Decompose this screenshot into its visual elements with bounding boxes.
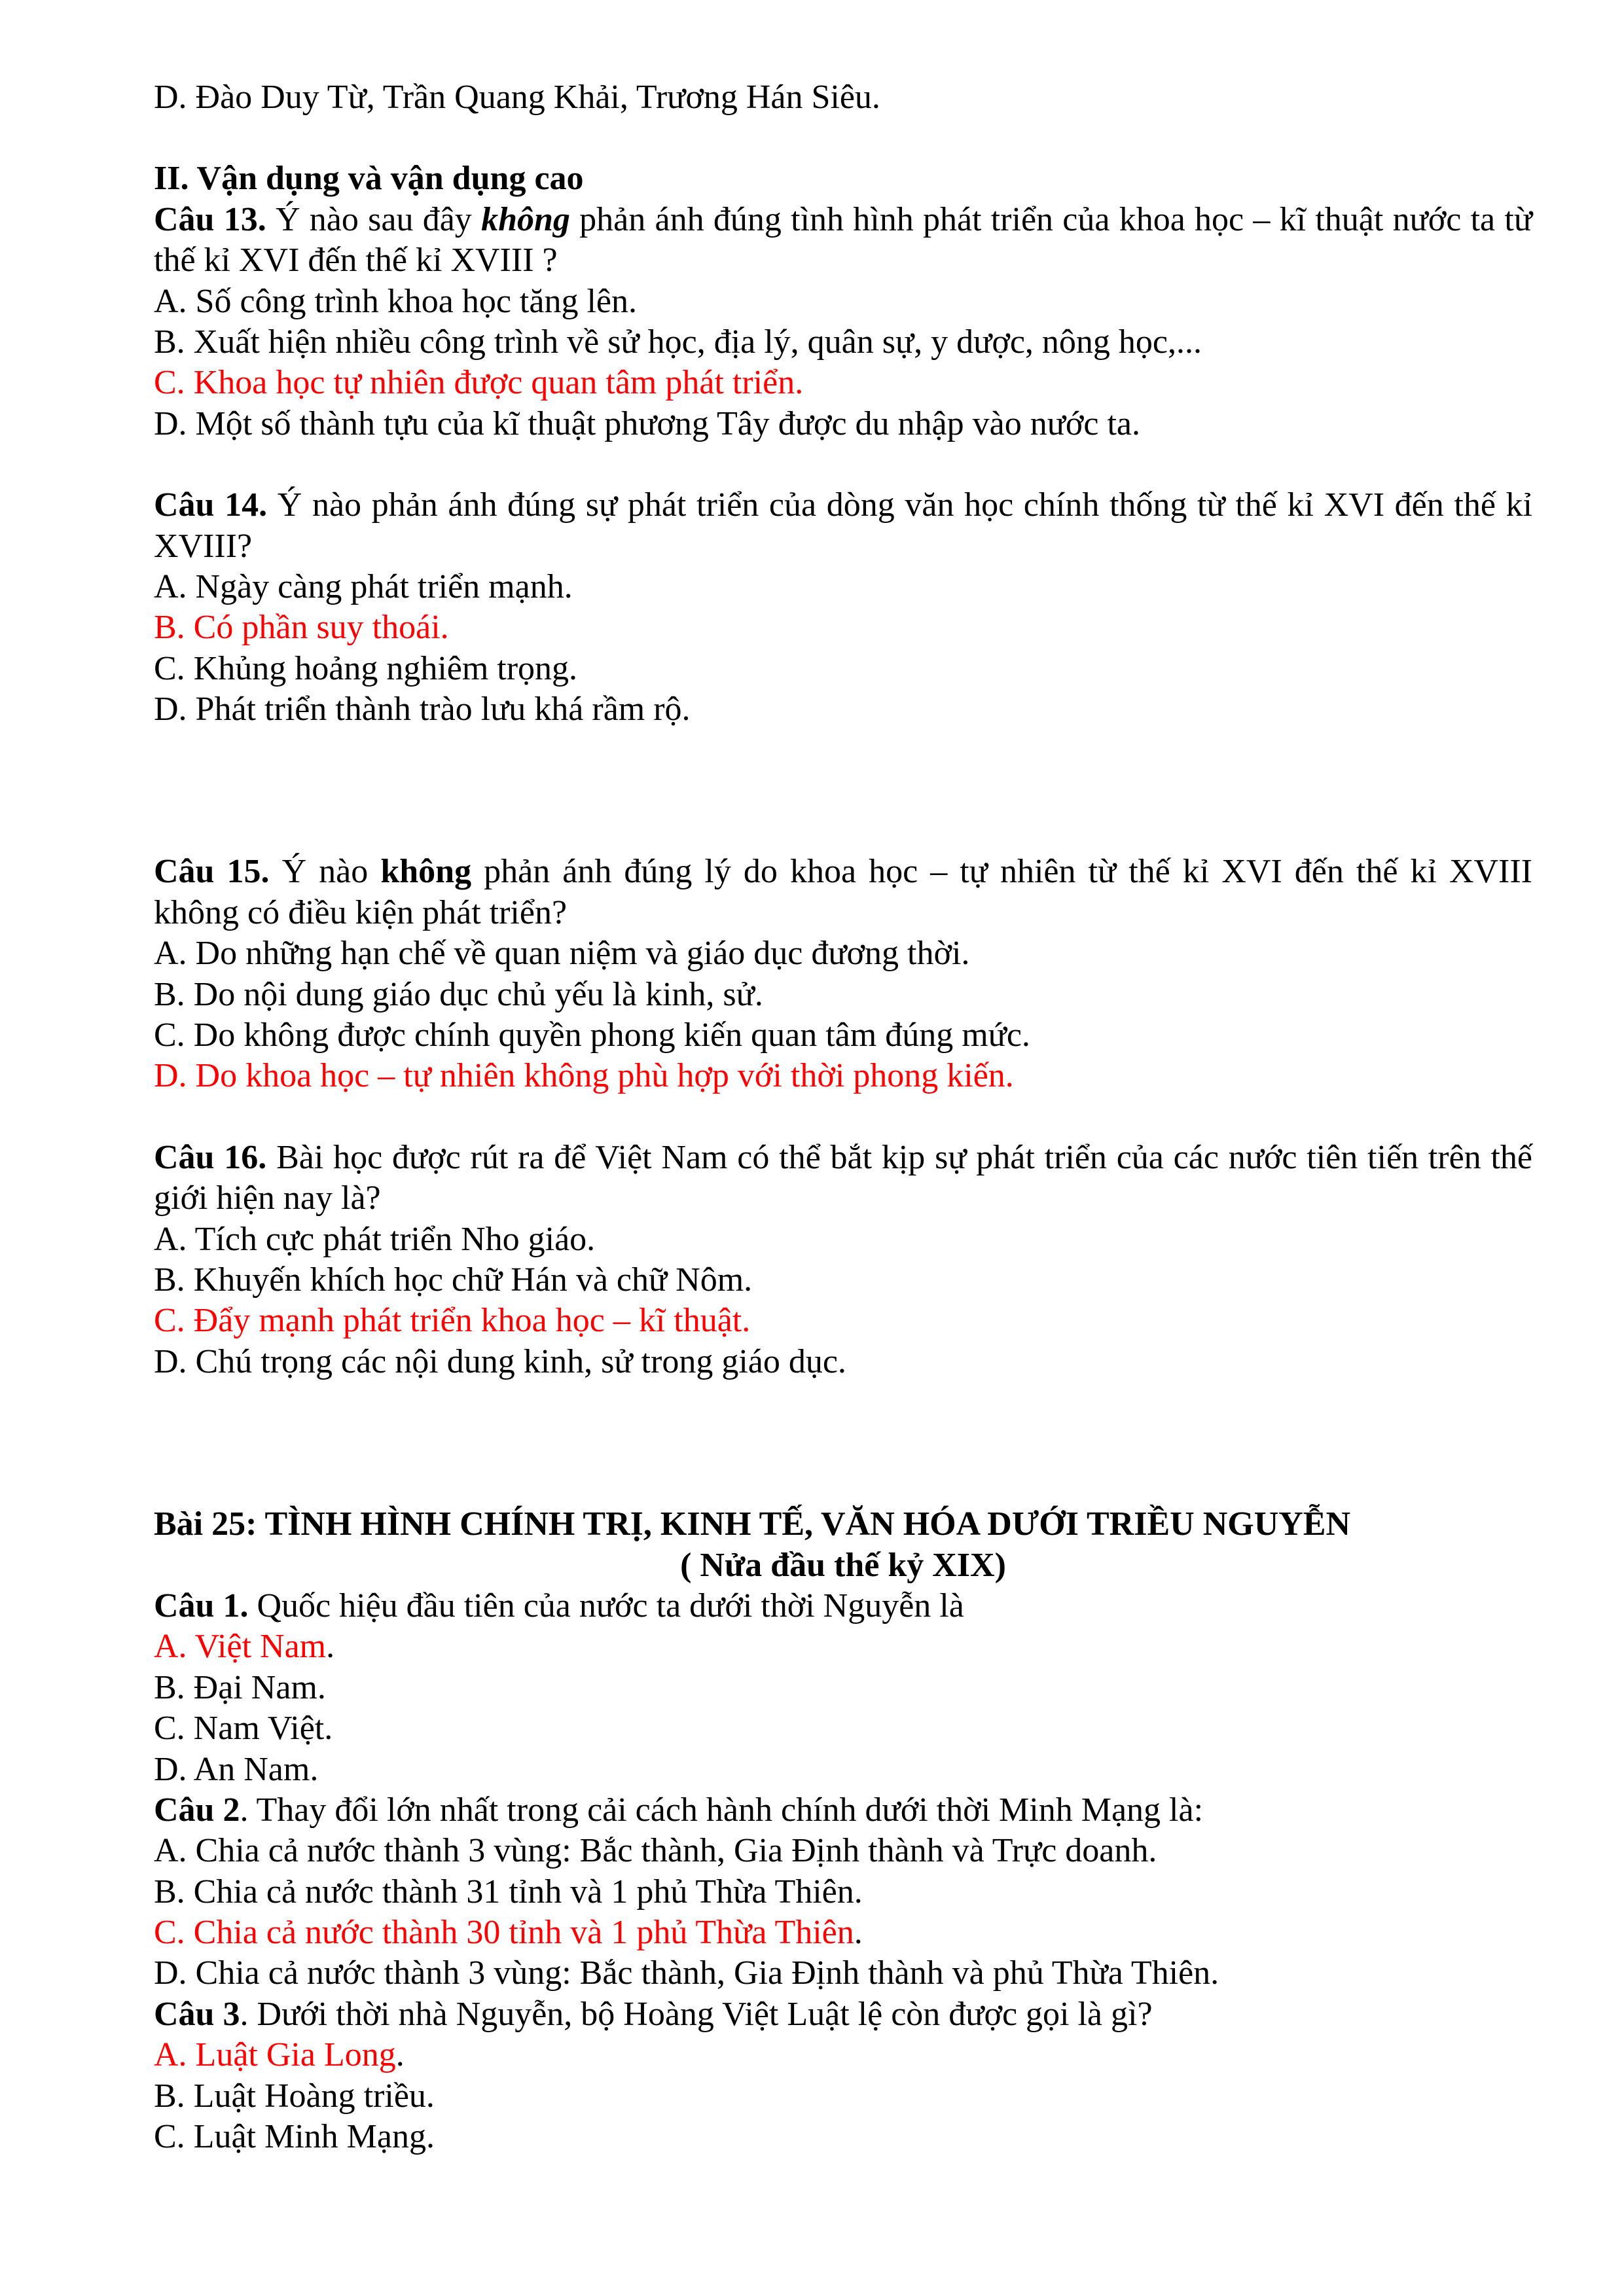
answer-option (154, 363, 1532, 403)
section-heading (154, 158, 1532, 199)
correct-answer-text: D. Do khoa học – tự nhiên không phù hợp với thời phong kiến. (154, 1057, 1014, 1095)
spacer (154, 811, 1532, 852)
text-run: phản ánh đúng lý do khoa học – tự nhiên từ thế kỉ XVI đến thế kỉ XVIII không có điều kiện phát triển? (154, 853, 1532, 931)
answer-option (154, 1749, 1532, 1790)
answer-option (154, 649, 1532, 689)
text-run: Câu 2 (154, 1791, 240, 1829)
text-run: không (380, 853, 472, 891)
text-run: B. Luật Hoàng triều. (154, 2077, 435, 2115)
text-run: Câu 3 (154, 1995, 240, 2033)
text-run: phản ánh đúng tình hình phát triển của khoa học – kĩ thuật nước ta từ thế kỉ XVI đến thế kỉ XVIII ? (154, 200, 1533, 279)
text-run: A. Do những hạn chế về quan niệm và giáo dục đương thời. (154, 935, 970, 973)
text-run: II. Vận dụng và vận dụng cao (154, 160, 584, 198)
text-run: ( Nửa đầu thế kỷ XIX) (680, 1546, 1006, 1584)
text-run: Câu 15. (154, 853, 282, 891)
text-run: D. An Nam. (154, 1750, 319, 1788)
text-run: . Dưới thời nhà Nguyễn, bộ Hoàng Việt Luật lệ còn được gọi là gì? (240, 1995, 1153, 2033)
spacer (154, 1097, 1532, 1138)
correct-answer-text: C. Chia cả nước thành 30 tỉnh và 1 phủ Thừa Thiên (154, 1914, 854, 1952)
correct-answer-text: B. Có phần suy thoái. (154, 609, 449, 647)
spacer (154, 444, 1532, 485)
text-run: B. Đại Nam. (154, 1668, 326, 1706)
text-run: Bài học được rút ra để Việt Nam có thể bắt kịp sự phát triển của các nước tiên tiến trên thế giới hiện nay là? (154, 1138, 1532, 1217)
correct-answer-text: A. Luật Gia Long (154, 2036, 396, 2074)
answer-option (154, 1668, 1532, 1708)
text-run: A. Tích cực phát triển Nho giáo. (154, 1220, 596, 1258)
spacer (154, 1382, 1532, 1463)
answer-option (154, 281, 1532, 322)
answer-option (154, 2035, 1532, 2075)
text-run: . (854, 1914, 863, 1952)
answer-option (154, 1260, 1532, 1300)
text-run: không (481, 200, 570, 238)
question-stem (154, 1994, 1532, 2035)
answer-option (154, 1342, 1532, 1382)
answer-option (154, 2117, 1532, 2157)
document-content (154, 77, 1532, 2157)
question-stem (154, 200, 1532, 281)
text-run: B. Chia cả nước thành 31 tỉnh và 1 phủ Thừa Thiên. (154, 1873, 863, 1910)
text-run: Ý nào phản ánh đúng sự phát triển của dòng văn học chính thống từ thế kỉ XVI đến thế kỉ XVIII? (154, 486, 1532, 565)
text-run: C. Do không được chính quyền phong kiến quan tâm đúng mức. (154, 1016, 1030, 1054)
text-run: . (395, 2036, 405, 2074)
text-run: Câu 14. (154, 486, 278, 524)
question-stem (154, 1790, 1532, 1831)
text-run: D. Chú trọng các nội dung kinh, sử trong giáo dục. (154, 1342, 846, 1380)
answer-option (154, 607, 1532, 648)
text-run: B. Khuyến khích học chữ Hán và chữ Nôm. (154, 1261, 753, 1299)
text-run: C. Luật Minh Mạng. (154, 2118, 435, 2156)
spacer (154, 118, 1532, 158)
answer-option (154, 933, 1532, 974)
text-run: Ý nào sau đây (276, 200, 482, 238)
question-stem (154, 485, 1532, 567)
answer-option (154, 689, 1532, 730)
answer-option (154, 975, 1532, 1015)
text-run: Ý nào (281, 853, 381, 891)
answer-option (154, 1953, 1532, 1994)
answer-option (154, 322, 1532, 363)
text-run: Bài 25: (154, 1505, 265, 1543)
text-run: C. Khủng hoảng nghiêm trọng. (154, 649, 578, 687)
text-run: Câu 16. (154, 1138, 277, 1176)
correct-answer-text: C. Đẩy mạnh phát triển khoa học – kĩ thuật. (154, 1302, 751, 1340)
answer-option (154, 404, 1532, 444)
text-run: B. Xuất hiện nhiều công trình về sử học, địa lý, quân sự, y dược, nông học,... (154, 323, 1202, 361)
lesson-subtitle (154, 1545, 1532, 1586)
text-run: A. Chia cả nước thành 3 vùng: Bắc thành, Gia Định thành và Trực doanh. (154, 1832, 1157, 1870)
text-run: Quốc hiệu đầu tiên của nước ta dưới thời Nguyễn là (257, 1587, 964, 1624)
answer-option (154, 1912, 1532, 1953)
answer-option (154, 1708, 1532, 1749)
answer-option (154, 567, 1532, 607)
text-run: D. Một số thành tựu của kĩ thuật phương Tây được du nhập vào nước ta. (154, 404, 1141, 442)
question-stem (154, 852, 1532, 933)
answer-option (154, 1831, 1532, 1871)
question-stem (154, 1586, 1532, 1626)
answer-option (154, 1300, 1532, 1341)
text-run: D. Chia cả nước thành 3 vùng: Bắc thành, Gia Định thành và phủ Thừa Thiên. (154, 1954, 1219, 1992)
answer-option (154, 1872, 1532, 1912)
answer-option (154, 1219, 1532, 1260)
text-run: Câu 13. (154, 200, 276, 238)
text-run: A. Ngày càng phát triển mạnh. (154, 567, 573, 605)
text-run: . (326, 1628, 335, 1666)
text-run: D. Đào Duy Từ, Trần Quang Khải, Trương Hán Siêu. (154, 79, 880, 116)
text-run: . Thay đổi lớn nhất trong cải cách hành chính dưới thời Minh Mạng là: (240, 1791, 1204, 1829)
answer-option (154, 1056, 1532, 1096)
correct-answer-text: C. Khoa học tự nhiên được quan tâm phát triển. (154, 364, 804, 402)
spacer (154, 730, 1532, 811)
text-run: C. Nam Việt. (154, 1710, 333, 1748)
text-run: B. Do nội dung giáo dục chủ yếu là kinh, sử. (154, 975, 763, 1013)
answer-option (154, 1626, 1532, 1667)
spacer (154, 1463, 1532, 1504)
answer-option (154, 2076, 1532, 2117)
correct-answer-text: A. Việt Nam (154, 1628, 327, 1666)
text-run: Câu 1. (154, 1587, 257, 1624)
text-run: A. Số công trình khoa học tăng lên. (154, 282, 637, 320)
answer-option (154, 1015, 1532, 1056)
text-run: D. Phát triển thành trào lưu khá rầm rộ. (154, 691, 691, 728)
text-run: TÌNH HÌNH CHÍNH TRỊ, KINH TẾ, VĂN HÓA DƯỚI TRIỀU NGUYỄN (264, 1505, 1351, 1543)
answer-option (154, 77, 1532, 118)
lesson-title (154, 1504, 1532, 1545)
question-stem (154, 1138, 1532, 1219)
